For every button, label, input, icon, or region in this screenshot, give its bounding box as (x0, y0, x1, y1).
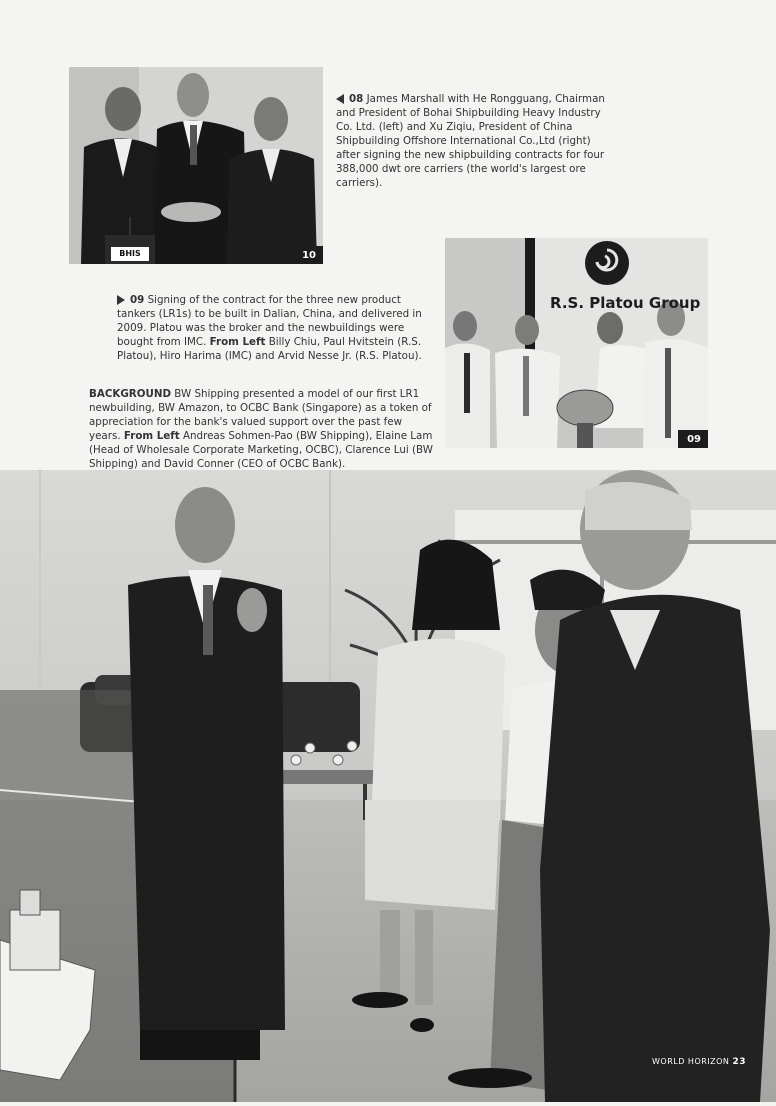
arrow-right-icon (117, 295, 125, 305)
photo-number-badge: 09 (678, 430, 708, 448)
caption-text: BW Shipping presented a model of our first LR1 newbuilding, BW Amazon, to OCBC Bank (Singapore) as a token of appreciation for the bank's valued support over the past few years. (89, 388, 432, 442)
arrow-left-icon (336, 94, 344, 104)
from-left-label: From Left (123, 430, 180, 442)
caption-text: Signing of the contract for the three new product tankers (LR1s) to be built in Dalian, China, and delivered in 2009. Platou was the broker and the newbuildings were bought from IMC. (117, 294, 422, 348)
photo-number-badge: 10 (293, 246, 323, 264)
from-left-label: From Left (209, 336, 266, 348)
caption-09 (117, 293, 435, 363)
podium-logo: BHIS (111, 247, 149, 261)
page-folio (652, 1057, 746, 1067)
caption-text: James Marshall with He Rongguang, Chairman and President of Bohai Shipbuilding Heavy Industry Co. Ltd. (left) and Xu Ziqiu, President of China Shipbuilding Offshore International Co.,Ltd (right) after signing the new shipbuilding contracts for four 388,000 dwt ore carriers (the world's largest ore carriers). (336, 93, 605, 189)
background-photo (0, 470, 776, 1102)
publication-name: WORLD HORIZON (652, 1057, 730, 1066)
photo-09-illustration (445, 238, 708, 448)
photo-10 (69, 67, 323, 264)
photo-10-illustration (69, 67, 323, 264)
caption-names: Andreas Sohmen-Pao (BW Shipping), Elaine Lam (Head of Wholesale Corporate Marketing, OCBC), Clarence Lui (BW Shipping) and David Conner (CEO of OCBC Bank). (89, 430, 433, 470)
background-caption (89, 387, 435, 471)
photo-09 (445, 238, 708, 448)
page-number: 23 (732, 1057, 746, 1067)
caption-08 (336, 92, 616, 190)
platou-sign-text: R.S. Platou Group (550, 294, 701, 312)
background-label: BACKGROUND (89, 388, 172, 400)
caption-names: Billy Chiu, Paul Hvitstein (R.S. Platou), Hiro Harima (IMC) and Arvid Nesse Jr. (R.S. Platou). (117, 336, 422, 362)
caption-number: 09 (130, 294, 145, 306)
background-photo-illustration (0, 470, 776, 1102)
caption-number: 08 (349, 93, 364, 105)
